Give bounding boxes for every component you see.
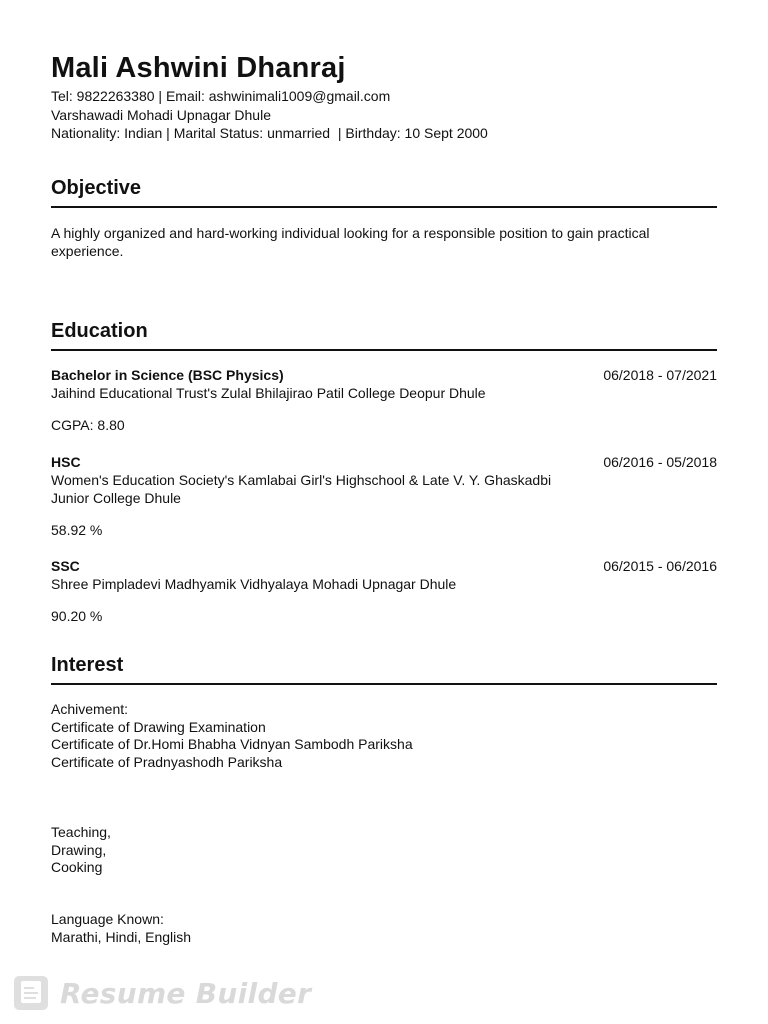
education-score: 58.92 % [51,522,103,538]
education-degree: SSC [51,558,80,574]
hobbies-block [51,824,717,877]
candidate-name: Mali Ashwini Dhanraj [51,52,346,84]
language-label: Language Known: [51,910,164,927]
section-heading-interest: Interest [51,652,717,685]
education-entry-hsc [51,453,717,539]
resume-header [51,50,717,143]
hobby-item: Cooking [51,859,103,876]
achievement-item: Certificate of Drawing Examination [51,718,266,735]
personal-details: Nationality: Indian | Marital Status: unmarried | Birthday: 10 Sept 2000 [51,125,488,141]
achievement-item: Certificate of Pradnyashodh Pariksha [51,754,283,771]
achievement-item: Certificate of Dr.Homi Bhabha Vidnyan Sambodh Pariksha [51,736,413,753]
contact-info: Tel: 9822263380 | Email: ashwinimali1009@gmail.com [51,88,391,104]
education-dates: 06/2015 - 06/2016 [603,558,717,574]
education-institution: Women's Education Society's Kamlabai Girl's Highschool & Late V. Y. Ghaskadbi Junior College Dhule [51,472,552,506]
watermark-text: Resume Builder [60,976,312,1010]
education-entry-ssc [51,557,717,625]
education-score: CGPA: 8.80 [51,417,125,433]
section-heading-objective: Objective [51,175,717,208]
objective-section [51,175,717,260]
education-institution: Shree Pimpladevi Madhyamik Vidhyalaya Mohadi Upnagar Dhule [51,576,457,592]
language-list: Marathi, Hindi, English [51,928,192,945]
languages-block [51,911,717,946]
hobby-item: Drawing, [51,841,107,858]
resume-builder-watermark [14,975,311,1011]
address: Varshawadi Mohadi Upnagar Dhule [51,106,271,123]
section-heading-education: Education [51,318,717,351]
education-dates: 06/2016 - 05/2018 [603,454,717,470]
education-dates: 06/2018 - 07/2021 [603,367,717,383]
achievement-label: Achivement: [51,701,129,717]
hobby-item: Teaching, [51,823,111,840]
education-institution: Jaihind Educational Trust's Zulal Bhilajirao Patil College Deopur Dhule [51,385,486,401]
achievements-block [51,701,717,772]
resume-document-icon [14,976,48,1010]
objective-text: A highly organized and hard-working individual looking for a responsible position to gain practical experience. [51,225,650,259]
education-section [51,318,717,638]
education-entry-bsc [51,366,717,434]
interest-section [51,652,717,946]
education-degree: HSC [51,454,81,470]
education-score: 90.20 % [51,608,103,624]
education-degree: Bachelor in Science (BSC Physics) [51,367,284,383]
